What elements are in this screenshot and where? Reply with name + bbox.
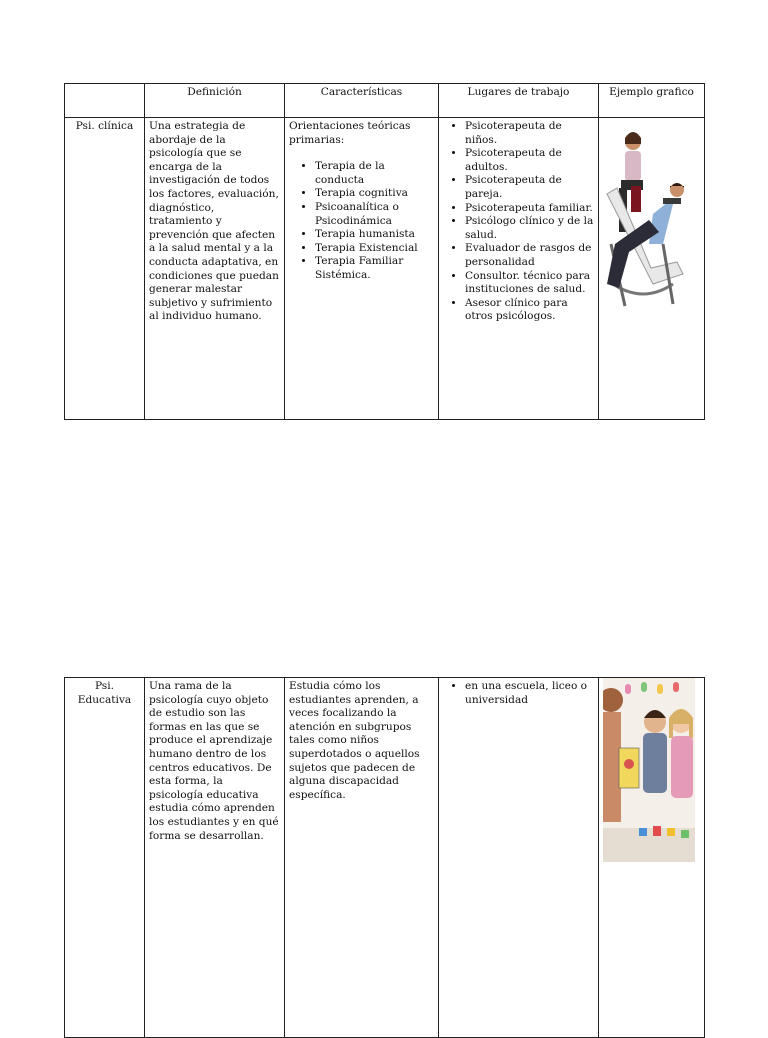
table-row <box>65 678 705 1038</box>
list-item: • Terapia cognitiva <box>315 187 434 201</box>
list-item: • Terapia humanista <box>315 228 434 242</box>
psychology-table-clinical <box>64 83 705 420</box>
header-ejemplo-grafico: Ejemplo grafico <box>599 84 705 118</box>
workplaces-list <box>443 680 594 707</box>
row-label-clinica: Psi. clínica <box>65 118 145 420</box>
list-item: • Terapia Existencial <box>315 242 434 256</box>
list-item: • Asesor clínico para otros psicólogos. <box>465 297 594 324</box>
list-item: • Psicoterapeuta de pareja. <box>465 174 594 201</box>
header-cell-empty <box>65 84 145 118</box>
list-item: • Psicoterapeuta de niños. <box>465 120 594 147</box>
workplaces-cell <box>439 678 599 1038</box>
list-item: • Psicoanalítica o Psicodinámica <box>315 201 434 228</box>
psychology-table-educational <box>64 677 705 1038</box>
header-row <box>65 84 705 118</box>
workplaces-cell <box>439 118 599 420</box>
list-item: • Terapia Familiar Sistémica. <box>315 255 434 282</box>
list-item: • Terapia de la conducta <box>315 160 434 187</box>
table-row <box>65 118 705 420</box>
characteristics-list <box>289 160 434 282</box>
definition-cell: Una estrategia de abordaje de la psicología que se encarga de la investigación de todos los factores, evaluación, diagnóstico, tratamiento y prevención que afecten a la salud mental y a la conducta adaptativa, en condiciones que puedan generar malestar subjetivo y sufrimiento al individuo humano. <box>145 118 285 420</box>
characteristics-intro: Orientaciones teóricas primarias: <box>289 120 411 146</box>
characteristics-cell: Estudia cómo los estudiantes aprenden, a veces focalizando la atención en subgrupos tales como niños superdotados o aquellos sujetos que padecen de alguna discapacidad específica. <box>285 678 439 1038</box>
list-item: • Psicoterapeuta familiar. <box>465 202 594 216</box>
list-item: • Psicoterapeuta de adultos. <box>465 147 594 174</box>
header-lugares-de-trabajo: Lugares de trabajo <box>439 84 599 118</box>
list-item: • en una escuela, liceo o universidad <box>465 680 594 707</box>
definition-cell: Una rama de la psicología cuyo objeto de estudio son las formas en las que se produce el aprendizaje humano dentro de los centros educativos. De esta forma, la psicología educativa estudia cómo aprenden los estudiantes y en qué forma se desarrollan. <box>145 678 285 1038</box>
therapy-session-image <box>603 124 687 314</box>
example-image-cell <box>599 118 705 420</box>
list-item: • Psicólogo clínico y de la salud. <box>465 215 594 242</box>
row-label-educativa: Psi. Educativa <box>65 678 145 1038</box>
header-definicion: Definición <box>145 84 285 118</box>
list-item: • Consultor. técnico para instituciones de salud. <box>465 270 594 297</box>
list-item: • Evaluador de rasgos de personalidad <box>465 242 594 269</box>
header-caracteristicas: Características <box>285 84 439 118</box>
workplaces-list <box>443 120 594 324</box>
characteristics-cell <box>285 118 439 420</box>
children-learning-image <box>603 678 695 862</box>
example-image-cell <box>599 678 705 1038</box>
